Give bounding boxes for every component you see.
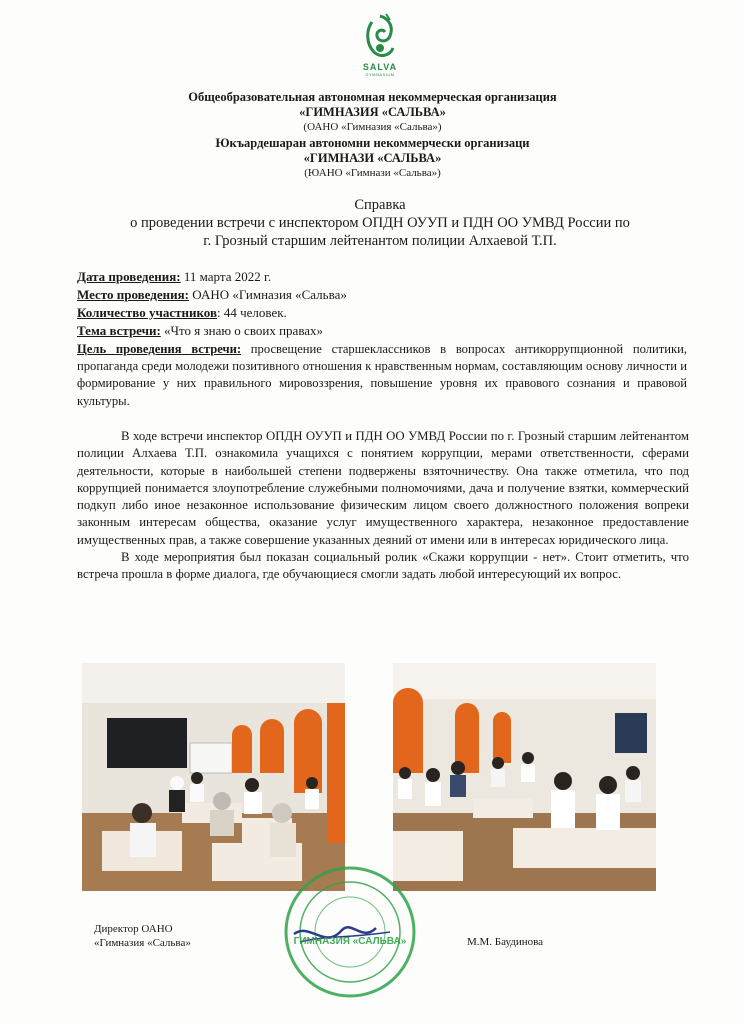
count-value: : 44 человек. <box>216 305 287 320</box>
classroom-photo-image-2 <box>393 663 656 891</box>
salva-logo <box>348 12 412 90</box>
org-name-ru: Общеобразовательная автономная некоммерческая организация <box>188 90 557 104</box>
logo-emblem-icon <box>360 12 400 64</box>
field-topic <box>77 322 689 339</box>
stamp-seal-icon <box>280 862 420 1002</box>
field-purpose <box>77 341 687 410</box>
body-text <box>77 428 689 584</box>
event-photo-left <box>82 663 345 891</box>
stamp-text: ГИМНАЗИЯ «САЛЬВА» <box>293 936 407 947</box>
official-stamp <box>280 862 420 1002</box>
event-photo-right <box>393 663 656 891</box>
topic-value: «Что я знаю о своих правах» <box>160 323 324 338</box>
place-label: Место проведения: <box>77 287 189 302</box>
date-value: 11 марта 2022 г. <box>180 269 272 284</box>
title-line-2: о проведении встречи с инспектором ОПДН ОУУП и ПДН ОО УМВД России по <box>130 215 630 231</box>
org-abbr-ru: (ОАНО «Гимназия «Сальва») <box>303 121 442 133</box>
purpose-value: просвещение старшеклассников в вопросах антикоррупционной политики, пропаганда среди молодежи позитивного отношения к нравственным нормам, составляющим основу личности и формирование у них правильного мировоззрения, повышение уровня их правового сознания и правовой культуры. <box>77 342 687 408</box>
field-count <box>77 304 689 321</box>
field-date <box>77 268 689 285</box>
document-title <box>60 196 700 250</box>
body-paragraph-2: В ходе мероприятия был показан социальный ролик «Скажи коррупции - нет». Стоит отметить, что встреча прошла в форме диалога, где обучающиеся смогли задать любой интересующий их вопрос. <box>77 550 689 582</box>
signature-position <box>94 922 191 950</box>
org-name-ce: Юкъардешаран автономни некоммерчески организаци <box>215 136 530 150</box>
signer-title-line-2: «Гимназия «Сальва» <box>94 937 191 949</box>
body-paragraph-1: В ходе встречи инспектор ОПДН ОУУП и ПДН ОО УМВД России по г. Грозный старшим лейтенантом полиции Алхаева Т.П. ознакомила учащихся с понятием коррупции, мерами ответственности, сферами деятельности, которые в наибольшей степени подвержены взяточничеству. Она также отметила, что под коррупцией понимается злоупотребление служебными полномочиями, дача и получение взятки, коммерческий подкуп либо иное незаконное использование физическим лицом своего должностного положения вопреки законным интересам общества, оказание услуг имущественного характера, незаконное предоставление имущественных прав, а также совершение указанных деяний от имени или в интересах юридического лица. <box>77 429 689 547</box>
logo-subtitle: GYMNASIUM <box>365 72 395 77</box>
field-place <box>77 286 689 303</box>
org-short-ce: «ГИМНАЗИ «САЛЬВА» <box>303 151 442 165</box>
count-label: Количество участников <box>77 305 217 320</box>
signer-name: М.М. Баудинова <box>467 936 544 948</box>
date-label: Дата проведения: <box>77 269 181 284</box>
logo-name: SALVA <box>362 62 398 72</box>
org-abbr-ce: (ЮАНО «Гимнази «Сальва») <box>304 167 441 179</box>
title-line-3: г. Грозный старшим лейтенантом полиции Алхаевой Т.П. <box>203 233 557 249</box>
signer-title-line-1: Директор ОАНО <box>94 923 173 935</box>
place-value: ОАНО «Гимназия «Сальва» <box>188 287 347 302</box>
classroom-photo-image <box>82 663 345 891</box>
topic-label: Тема встречи: <box>77 323 161 338</box>
title-word: Справка <box>354 197 406 213</box>
purpose-label: Цель проведения встречи: <box>77 342 242 356</box>
org-short-ru: «ГИМНАЗИЯ «САЛЬВА» <box>299 105 446 119</box>
org-header <box>0 90 745 180</box>
